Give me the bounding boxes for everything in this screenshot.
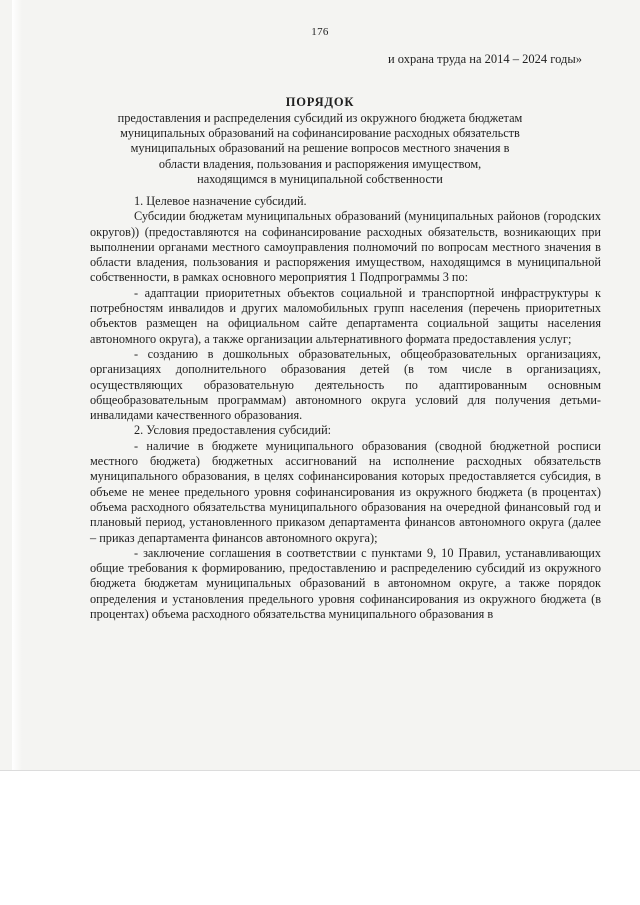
list-item: - заключение соглашения в соответствии с пунктами 9, 10 Правил, устанавливающих общие требования к формированию, предоставлению и распределению субсидий из окружного бюджета бюджетам муниципальных образований в автономном округе, а также порядок определения и установления предельного уровня софинансирования из окружного бюджета (в процентах) объема расходного обязательства муниципального образования в	[90, 545, 601, 622]
list-item: - наличие в бюджете муниципального образования (сводной бюджетной росписи местного бюджета) бюджетных ассигнований на исполнение расходных обязательств муниципального образования, в целях софинансирования которых предоставляется субсидия, в объеме не менее предельного уровня софинансирования из окружного бюджета (в процентах) объема расходного обязательства муниципального образования на очередной финансовый год и плановый период, установленного приказом департамента финансов автономного округа (далее – приказ департамента финансов автономного округа);	[90, 438, 601, 545]
document-title: ПОРЯДОК	[285, 95, 355, 109]
document-body	[90, 194, 601, 622]
subtitle-line: предоставления и распределения субсидий из окружного бюджета бюджетам	[117, 111, 523, 125]
subtitle-line: области владения, пользования и распоряжения имуществом,	[158, 156, 482, 171]
document-subtitle	[95, 111, 545, 187]
subtitle-line: муниципальных образований на софинансирование расходных обязательств	[120, 126, 520, 141]
subtitle-line: находящимся в муниципальной собственности	[197, 171, 443, 186]
header-continuation: и охрана труда на 2014 – 2024 годы»	[387, 52, 582, 66]
scan-edge	[12, 0, 22, 770]
subtitle-line: муниципальных образований на решение вопросов местного значения в	[130, 141, 510, 156]
body-paragraph: Субсидии бюджетам муниципальных образований (муниципальных районов (городских округов)) (предоставляются на софинансирование расходных обязательств, возникающих при выполнении органами местного самоуправления полномочий по вопросам местного значения в области владения, пользования и распоряжения имуществом, находящимся в муниципальной собственности, в рамках основного мероприятия 1 Подпрограммы 3 по:	[90, 209, 601, 285]
list-item: - созданию в дошкольных образовательных, общеобразовательных организациях, организациях дополнительного образования детей (в том числе в организациях, осуществляющих образовательную деятельность по адаптированным основным общеобразовательным программам) автономного округа условий для получения детьми-инвалидами качественного образования.	[90, 346, 601, 423]
section-heading-purpose: 1. Целевое назначение субсидий.	[134, 194, 307, 208]
page-number: 176	[311, 26, 329, 38]
list-item: - адаптации приоритетных объектов социальной и транспортной инфраструктуры к потребностям инвалидов и других маломобильных групп населения (перечень приоритетных объектов размещен на официальном сайте департамента социальной защиты населения автономного округа), а также организации альтернативного формата предоставления услуг;	[90, 285, 601, 346]
section-heading-conditions: 2. Условия предоставления субсидий:	[134, 423, 332, 438]
